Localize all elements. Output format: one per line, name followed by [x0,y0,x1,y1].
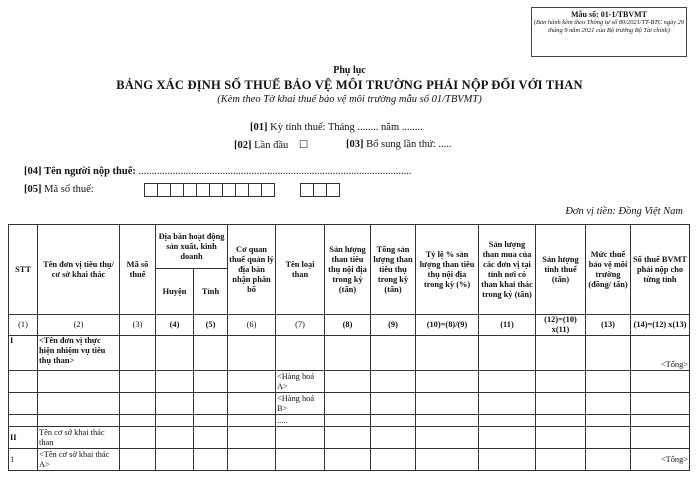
coal-tax-table [8,224,690,471]
table-cell[interactable] [38,371,120,393]
tax-id-digit-box[interactable] [313,183,327,197]
index-cell: (11) [479,315,536,336]
table-cell[interactable] [156,449,194,471]
table-cell[interactable] [536,336,586,371]
table-cell[interactable] [416,415,479,427]
tax-id-digit-box[interactable] [157,183,171,197]
table-cell[interactable] [9,393,38,415]
table-cell[interactable] [194,449,228,471]
tax-id-box-group-suffix [301,183,340,197]
tax-period-line [250,122,423,133]
table-cell[interactable] [416,371,479,393]
col-purchased-qty: Sản lượng than mua của các đơn vị tại tỉnh nơi có than khai thác trong kỳ (tấn) [479,225,536,315]
first-time-code: [02] [234,140,252,151]
table-cell[interactable] [228,336,276,371]
index-cell: (9) [371,315,416,336]
form-number: Mẫu số: 01-1/TBVMT [571,10,647,19]
col-authority: Cơ quan thuế quản lý địa bàn nhận phân bổ [228,225,276,315]
tax-id-digit-box[interactable] [209,183,223,197]
first-time-checkbox[interactable]: ☐ [298,140,309,151]
index-cell: (5) [194,315,228,336]
index-cell: (10)=(8)/(9) [416,315,479,336]
table-cell[interactable] [325,371,371,393]
table-cell[interactable] [38,415,120,427]
table-cell[interactable] [120,393,156,415]
tax-id-line [24,184,94,195]
table-cell[interactable] [276,449,325,471]
tax-id-digit-box[interactable] [170,183,184,197]
index-cell: (4) [156,315,194,336]
table-cell[interactable] [325,336,371,371]
table-cell[interactable] [120,415,156,427]
row-total[interactable]: <Tổng> [631,449,690,471]
table-cell[interactable] [479,415,536,427]
supplement-line [346,139,451,150]
tax-id-digit-box[interactable] [261,183,275,197]
index-cell: (3) [120,315,156,336]
tax-id-digit-box[interactable] [222,183,236,197]
goods-more-cell[interactable]: ..... [276,415,325,427]
first-time-label: Lần đầu [254,140,289,151]
index-cell: (6) [228,315,276,336]
tax-id-digit-box[interactable] [300,183,314,197]
tax-id-code: [05] [24,184,42,195]
table-cell[interactable] [479,449,536,471]
col-unit-name: Tên đơn vị tiêu thụ/ cơ sở khai thác [38,225,120,315]
col-tin: Mã số thuế [120,225,156,315]
table-cell[interactable] [38,393,120,415]
row-unit-name[interactable]: <Tên cơ sở khai thác A> [38,449,120,471]
taxpayer-dots[interactable]: ........................................................................................................ [138,166,412,177]
col-ratio: Tỷ lệ % sản lượng than tiêu thụ nội địa trong kỳ (%) [416,225,479,315]
appendix-label: Phụ lục [333,65,366,76]
document-subtitle: (Kèm theo Tờ khai thuế bảo vệ môi trường mẫu số 01/TBVMT) [217,94,482,105]
table-cell[interactable] [120,371,156,393]
tax-id-label: Mã số thuế: [44,184,94,195]
tax-period-code: [01] [250,122,268,133]
tax-id-boxes[interactable] [145,183,346,197]
table-cell[interactable] [371,393,416,415]
index-cell: (7) [276,315,325,336]
goods-b-cell[interactable]: <Hàng hoá B> [276,393,325,415]
document-title: BẢNG XÁC ĐỊNH SỐ THUẾ BẢO VỆ MÔI TRƯỜNG PHẢI NỘP ĐỐI VỚI THAN [116,78,583,92]
row-unit-name[interactable]: Tên cơ sở khai thác than [38,427,120,449]
row-stt: II [9,427,38,449]
table-cell[interactable] [194,336,228,371]
table-cell[interactable] [156,427,194,449]
table-cell[interactable] [479,393,536,415]
table-cell[interactable] [586,371,631,393]
index-cell: (13) [586,315,631,336]
table-cell[interactable] [194,393,228,415]
col-coal-type: Tên loại than [276,225,325,315]
table-index-row [9,315,690,336]
supplement-label: Bổ sung lần thứ: ..... [366,139,452,150]
supplement-code: [03] [346,139,364,150]
table-cell[interactable] [120,427,156,449]
table-cell[interactable] [276,336,325,371]
table-cell[interactable] [120,336,156,371]
table-cell[interactable] [228,371,276,393]
table-cell[interactable] [156,336,194,371]
table-row [9,449,690,471]
tax-id-digit-box[interactable] [235,183,249,197]
table-cell[interactable] [586,449,631,471]
col-tax: Số thuế BVMT phải nộp cho từng tỉnh [631,225,690,315]
table-cell[interactable] [416,393,479,415]
tax-id-digit-box[interactable] [248,183,262,197]
row-total[interactable]: <Tổng> [631,336,690,371]
table-cell[interactable] [536,449,586,471]
table-cell[interactable] [631,415,690,427]
table-cell[interactable] [194,371,228,393]
table-cell[interactable] [194,415,228,427]
table-cell[interactable] [276,427,325,449]
table-cell[interactable] [416,449,479,471]
table-cell[interactable] [228,393,276,415]
tax-id-digit-box[interactable] [144,183,158,197]
table-row [9,336,690,371]
col-district: Huyện [156,269,194,315]
goods-a-cell[interactable]: <Hàng hoá A> [276,371,325,393]
row-stt: 1 [9,449,38,471]
col-area: Địa bàn hoạt động sản xuất, kinh doanh [156,225,228,269]
table-row [9,415,690,427]
tax-period-label: Kỳ tính thuế: Tháng ........ năm ........ [270,122,423,133]
table-cell[interactable] [631,393,690,415]
table-cell[interactable] [536,393,586,415]
table-cell[interactable] [228,427,276,449]
taxpayer-code: [04] [24,166,42,177]
table-cell[interactable] [194,427,228,449]
col-stt: STT [9,225,38,315]
table-cell[interactable] [479,427,536,449]
table-cell[interactable] [479,371,536,393]
tax-id-digit-box[interactable] [183,183,197,197]
form-number-box [531,7,687,57]
table-cell[interactable] [371,336,416,371]
table-cell[interactable] [536,427,586,449]
table-cell[interactable] [120,449,156,471]
col-taxable-qty: Sản lượng tính thuế (tấn) [536,225,586,315]
table-cell[interactable] [371,427,416,449]
table-header-row [9,225,690,269]
table-cell[interactable] [586,415,631,427]
table-row [9,427,690,449]
table-cell[interactable] [479,336,536,371]
table-cell[interactable] [586,336,631,371]
table-cell[interactable] [156,393,194,415]
taxpayer-name-line [24,166,412,177]
table-cell[interactable] [325,427,371,449]
table-cell[interactable] [631,427,690,449]
table-cell[interactable] [156,415,194,427]
col-total-qty: Tổng sản lượng than tiêu thụ trong kỳ (tấn) [371,225,416,315]
form-issuance-note: (Ban hành kèm theo Thông tư số 80/2021/TT-BTC ngày 29 tháng 9 năm 2021 của Bộ trưởng Bộ Tài chính) [533,19,685,34]
col-province: Tỉnh [194,269,228,315]
col-domestic-qty: Sản lượng than tiêu thụ nội địa trong kỳ (tấn) [325,225,371,315]
table-cell[interactable] [325,449,371,471]
table-cell[interactable] [586,427,631,449]
table-cell[interactable] [325,415,371,427]
col-rate: Mức thuế bảo vệ môi trường (đồng/ tấn) [586,225,631,315]
table-cell[interactable] [416,427,479,449]
index-cell: (1) [9,315,38,336]
currency-unit: Đơn vị tiền: Đồng Việt Nam [565,206,683,217]
first-time-line [234,139,308,151]
table-cell[interactable] [9,415,38,427]
table-cell[interactable] [631,371,690,393]
table-cell[interactable] [371,415,416,427]
table-cell[interactable] [536,371,586,393]
table-cell[interactable] [156,371,194,393]
table-row [9,393,690,415]
row-unit-name[interactable]: <Tên đơn vị thực hiện nhiệm vụ tiêu thụ than> [38,336,120,371]
table-row [9,371,690,393]
table-cell[interactable] [228,415,276,427]
table-cell[interactable] [9,371,38,393]
table-cell[interactable] [536,415,586,427]
table-cell[interactable] [228,449,276,471]
table-cell[interactable] [586,393,631,415]
index-cell: (12)=(10) x(11) [536,315,586,336]
tax-id-digit-box[interactable] [196,183,210,197]
index-cell: (2) [38,315,120,336]
row-stt: I [9,336,38,371]
table-cell[interactable] [325,393,371,415]
index-cell: (14)=(12) x(13) [631,315,690,336]
table-cell[interactable] [416,336,479,371]
index-cell: (8) [325,315,371,336]
table-cell[interactable] [371,371,416,393]
taxpayer-label: Tên người nộp thuế: [44,166,136,177]
tax-id-digit-box[interactable] [326,183,340,197]
tax-id-box-group-main [145,183,275,197]
table-cell[interactable] [371,449,416,471]
